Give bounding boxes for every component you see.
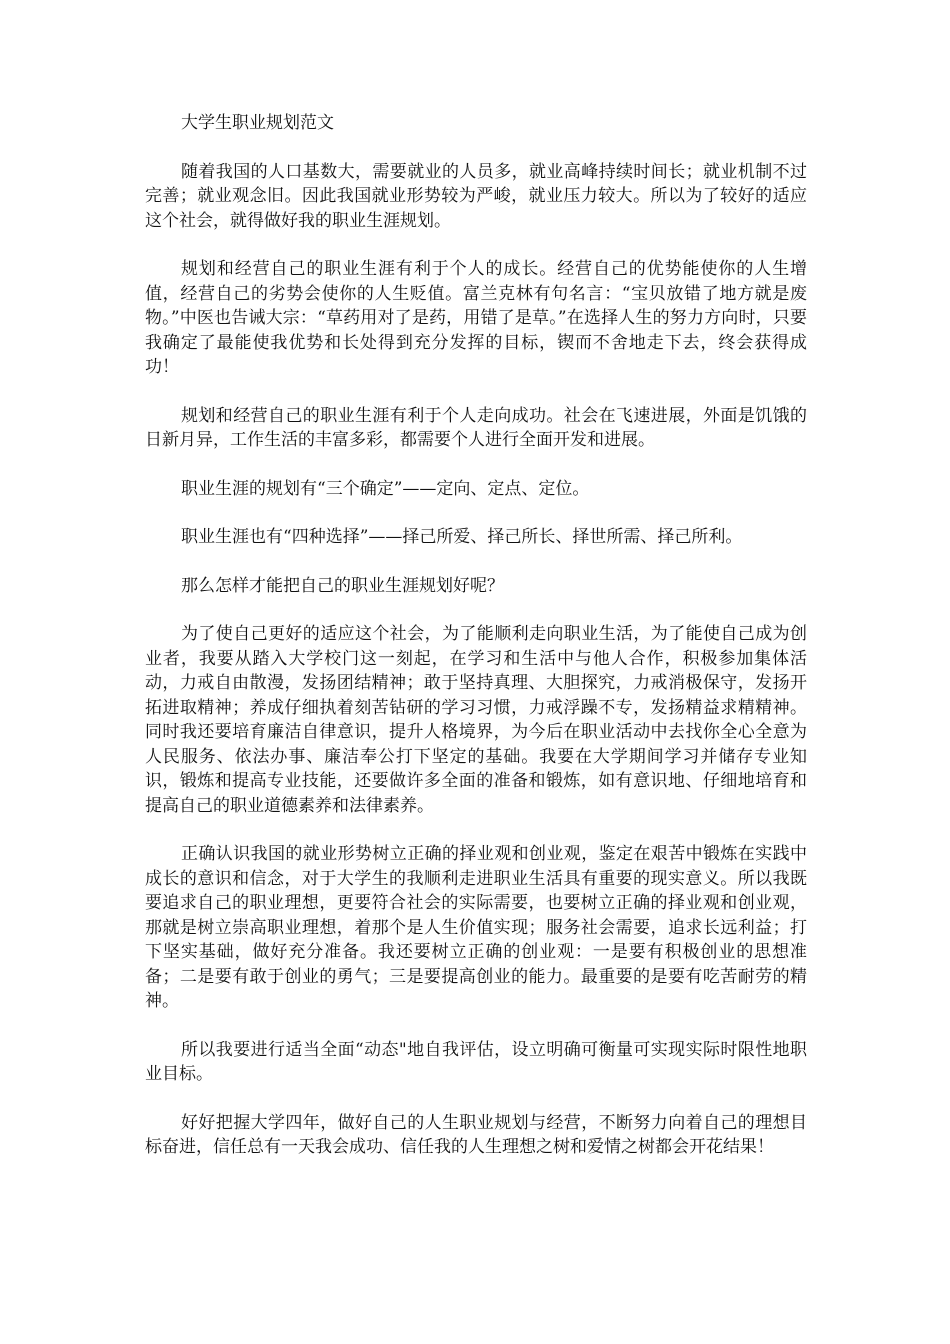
paragraph-personal-success: 规划和经营自己的职业生涯有利于个人走向成功。社会在飞速进展，外面是饥饿的日新月异，工作生活的丰富多彩，都需要个人进行全面开发和进展。 (145, 405, 807, 450)
paragraph-three-determinations: 职业生涯的规划有“三个确定”——定向、定点、定位。 (181, 478, 590, 499)
paragraph-university-plan: 为了使自己更好的适应这个社会，为了能顺利走向职业生活，为了能使自己成为创业者，我要从踏入大学校门这一刻起，在学习和生活中与他人合作，积极参加集体活动，力戒自由散漫，发扬团结精神；敢于坚持真理、大胆探究，力戒消极保守，发扬开拓进取精神；养成仔细执着刻苦钻研的学习习惯，力戒浮躁不专，发扬精益求精精神。同时我还要培育廉洁自律意识，提升人格境界，为今后在职业活动中去找你全心全意为人民服务、依法办事、廉洁奉公打下坚定的基础。我要在大学期间学习并储存专业知识，锻炼和提高专业技能，还要做许多全面的准备和锻炼，如有意识地、仔细地培育和提高自己的职业道德素养和法律素养。 (145, 624, 807, 816)
paragraph-conclusion: 好好把握大学四年，做好自己的人生职业规划与经营，不断努力向着自己的理想目标奋进，信任总有一天我会成功、信任我的人生理想之树和爱情之树都会开花结果！ (145, 1112, 807, 1157)
paragraph-employment-situation: 随着我国的人口基数大，需要就业的人员多，就业高峰持续时间长；就业机制不过完善；就业观念旧。因此我国就业形势较为严峻，就业压力较大。所以为了较好的适应这个社会，就得做好我的职业生涯规划。 (145, 161, 807, 231)
paragraph-personal-growth: 规划和经营自己的职业生涯有利于个人的成长。经营自己的优势能使你的人生增值，经营自己的劣势会使你的人生贬值。富兰克林有句名言：“宝贝放错了地方就是废物。”中医也告诫大宗：“草药用对了是药，用错了是草。”在选择人生的努力方向时，只要我确定了最能使我优势和长处得到充分发挥的目标，锲而不舍地走下去，终会获得成功！ (145, 259, 807, 377)
paragraph-self-assessment: 所以我要进行适当全面“动态"地自我评估，设立明确可衡量可实现实际时限性地职业目标。 (145, 1039, 807, 1084)
document-title: 大学生职业规划范文 (181, 113, 334, 133)
document-body (145, 111, 807, 1184)
paragraph-career-outlook: 正确认识我国的就业形势树立正确的择业观和创业观，鉴定在艰苦中锻炼在实践中成长的意识和信念，对于大学生的我顺利走进职业生活具有重要的现实意义。所以我既要追求自己的职业理想，更要符合社会的实际需要，也要树立正确的择业观和创业观，那就是树立崇高职业理想，着那个是人生价值实现；服务社会需要，追求长远利益；打下坚实基础，做好充分准备。我还要树立正确的创业观：一是要有积极创业的思想准备；二是要有敢于创业的勇气；三是要提高创业的能力。最重要的是要有吃苦耐劳的精神。 (145, 844, 807, 1011)
paragraph-question: 那么怎样才能把自己的职业生涯规划好呢？ (181, 575, 504, 596)
paragraph-four-choices: 职业生涯也有“四种选择”——择己所爱、择己所长、择世所需、择己所利。 (181, 527, 743, 547)
